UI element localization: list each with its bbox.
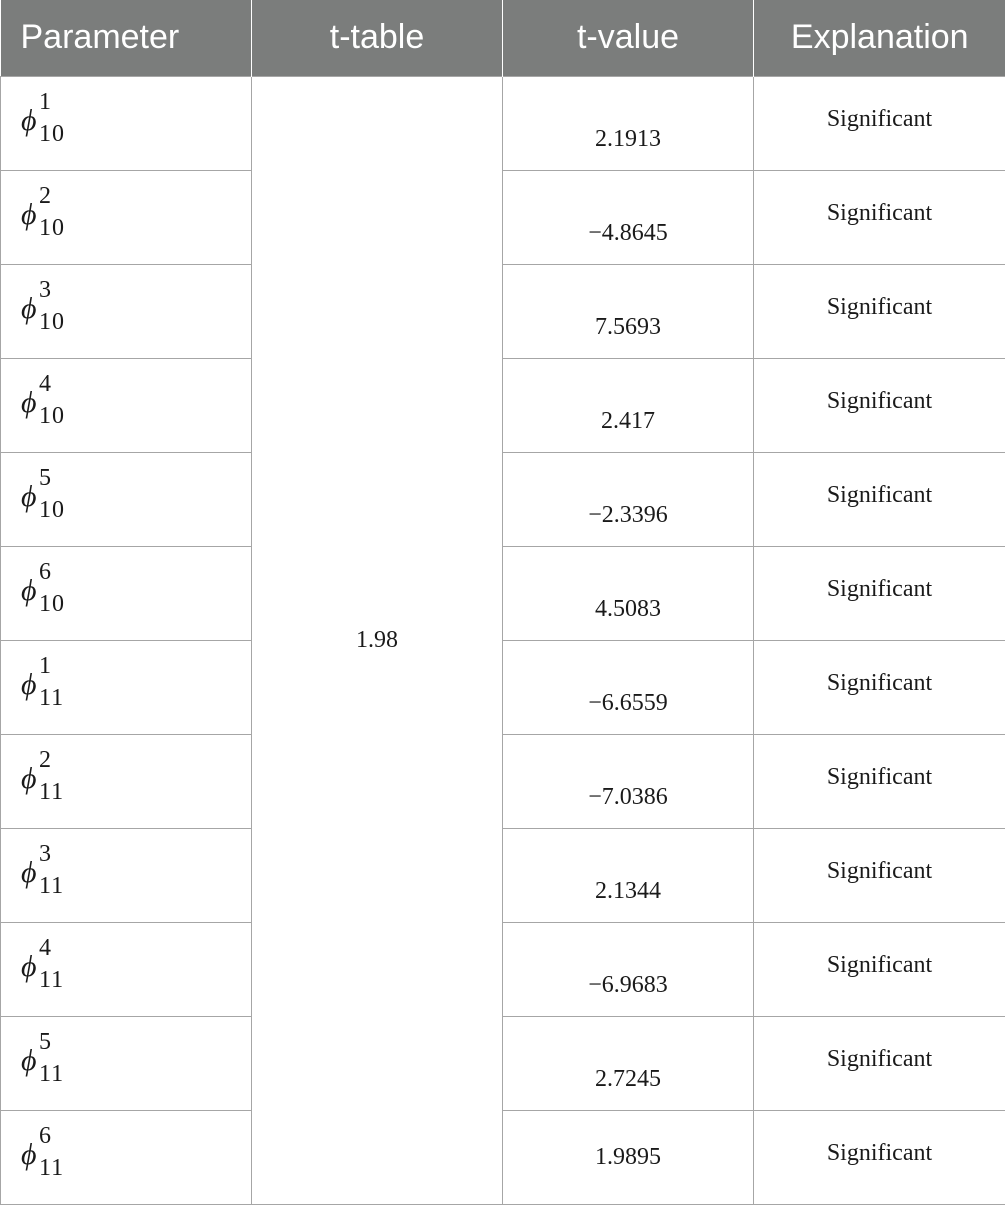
t-value-cell: 1.9895 [503,1110,754,1204]
explanation-cell: Significant [754,452,1005,546]
t-value-cell: 2.417 [503,358,754,452]
table-row [1,1016,1005,1110]
parameter-cell [1,1016,252,1110]
parameter-symbol: ϕ 2 11 [21,746,65,805]
explanation-cell: Significant [754,922,1005,1016]
parameter-symbol: ϕ 3 10 [21,276,65,335]
t-value-cell: −4.8645 [503,170,754,264]
parameter-symbol: ϕ 1 10 [21,88,65,147]
table-row [1,922,1005,1016]
parameter-cell [1,1110,252,1204]
parameter-symbol: ϕ 4 11 [21,934,65,993]
t-value-cell: 4.5083 [503,546,754,640]
parameter-symbol: ϕ 1 11 [21,652,65,711]
explanation-cell: Significant [754,358,1005,452]
table-row [1,640,1005,734]
explanation-cell: Significant [754,1016,1005,1110]
explanation-cell: Significant [754,1110,1005,1204]
table-body [1,76,1005,1204]
t-table-cell [252,76,503,1204]
table-row [1,546,1005,640]
parameter-cell [1,922,252,1016]
table-row [1,170,1005,264]
parameter-symbol: ϕ 6 11 [21,1122,65,1181]
header-t-table: t-table [252,0,503,76]
t-value-cell: 2.1913 [503,76,754,170]
t-table-value: 1.98 [356,626,398,653]
parameter-cell [1,358,252,452]
t-value-cell: −6.6559 [503,640,754,734]
t-value-cell: 7.5693 [503,264,754,358]
table-row [1,828,1005,922]
header-row [1,0,1005,76]
table-row [1,358,1005,452]
explanation-cell: Significant [754,734,1005,828]
parameter-symbol: ϕ 6 10 [21,558,65,617]
table-row [1,734,1005,828]
header-parameter: Parameter [1,0,252,76]
table-row [1,452,1005,546]
table-row [1,264,1005,358]
parameter-cell [1,170,252,264]
t-value-cell: −6.9683 [503,922,754,1016]
parameter-symbol: ϕ 5 10 [21,464,65,523]
parameter-cell [1,76,252,170]
parameter-cell [1,546,252,640]
header-explanation: Explanation [754,0,1005,76]
parameter-symbol: ϕ 2 10 [21,182,65,241]
parameter-symbol: ϕ 3 11 [21,840,65,899]
table-row [1,76,1005,170]
t-value-cell: 2.1344 [503,828,754,922]
explanation-cell: Significant [754,828,1005,922]
explanation-cell: Significant [754,264,1005,358]
parameter-cell [1,640,252,734]
t-value-cell: −7.0386 [503,734,754,828]
explanation-cell: Significant [754,170,1005,264]
parameter-symbol: ϕ 4 10 [21,370,65,429]
parameter-symbol: ϕ 5 11 [21,1028,65,1087]
explanation-cell: Significant [754,640,1005,734]
parameter-cell [1,734,252,828]
t-value-cell: 2.7245 [503,1016,754,1110]
table-header [1,0,1005,76]
parameter-cell [1,828,252,922]
explanation-cell: Significant [754,76,1005,170]
header-t-value: t-value [503,0,754,76]
parameter-cell [1,264,252,358]
parameter-cell [1,452,252,546]
explanation-cell: Significant [754,546,1005,640]
table-row [1,1110,1005,1204]
t-value-cell: −2.3396 [503,452,754,546]
